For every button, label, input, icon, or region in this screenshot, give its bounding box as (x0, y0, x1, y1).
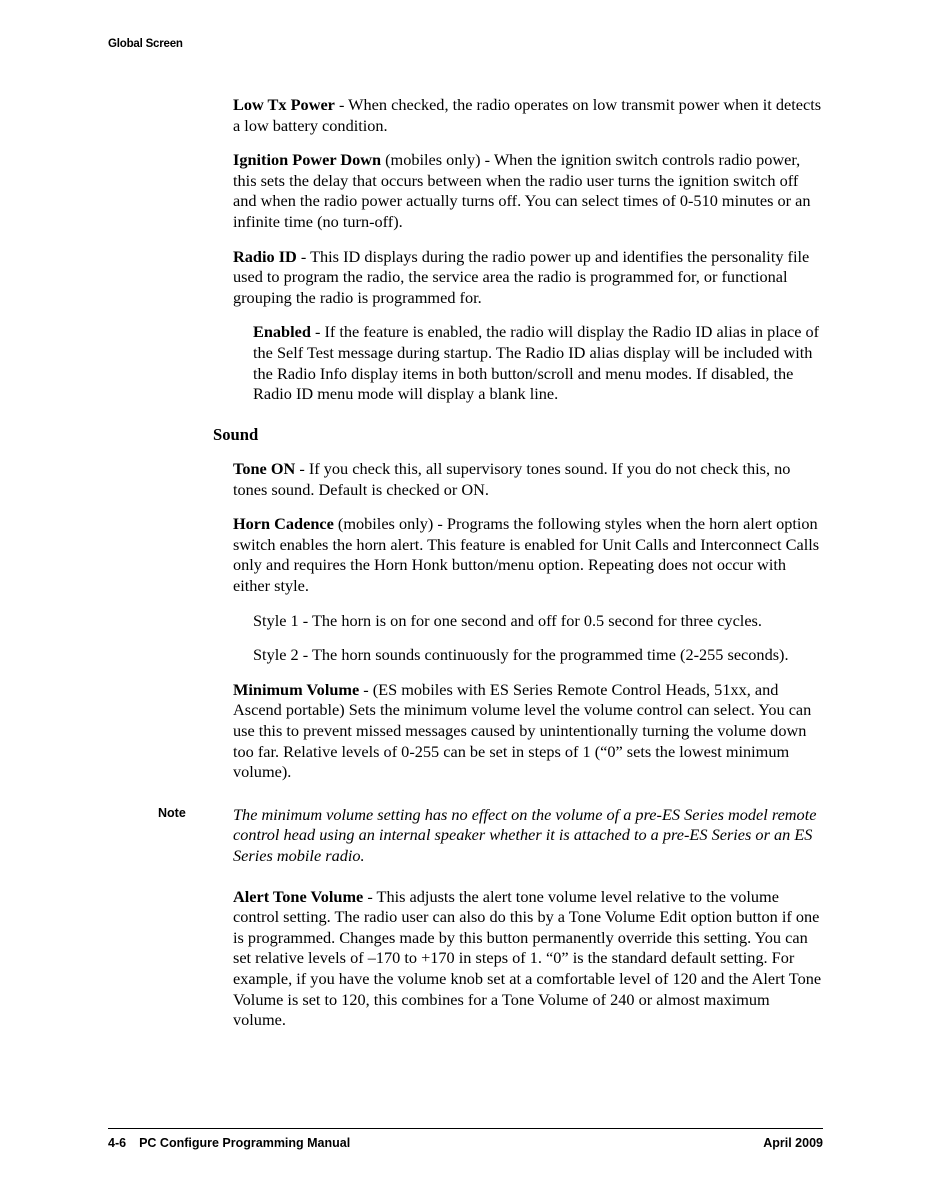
text-low-tx-power: - When checked, the radio operates on low transmit power when it detects a low battery condition. (233, 95, 822, 135)
term-minimum-volume: Minimum Volume (233, 679, 360, 699)
paragraph-tone-on (233, 459, 823, 500)
text-enabled: - If the feature is enabled, the radio will display the Radio ID alias in place of the Self Test message during startup. The Radio ID alias display will be included with the Radio Info display items in both button/scroll and menu modes. If disabled, the Radio ID menu mode will display a blank line. (253, 322, 820, 404)
term-horn-cadence: Horn Cadence (233, 514, 334, 534)
paragraph-group-after-note (108, 887, 823, 1031)
paragraph-low-tx-power (233, 95, 823, 136)
paragraph-style-2: Style 2 - The horn sounds continuously for the programmed time (2-255 seconds). (253, 645, 789, 665)
text-tone-on: - If you check this, all supervisory tones sound. If you do not check this, no tones sound. Default is checked or ON. (233, 458, 791, 499)
term-enabled: Enabled (253, 322, 311, 342)
paragraph-group-sound (108, 459, 823, 783)
text-radio-id: - This ID displays during the radio power up and identifies the personality file used to program the radio, the service area the radio is programmed for, or functional grouping the radio is programmed for. (233, 246, 810, 307)
page-footer (108, 1128, 823, 1150)
text-horn-cadence: (mobiles only) - Programs the following styles when the horn alert option switch enables the horn alert. This feature is enabled for Unit Calls and Interconnect Calls only and requires the Horn Honk button/menu option. Repeating does not occur with either style. (233, 514, 820, 595)
paragraph-group-top (108, 95, 823, 405)
note-text: The minimum volume setting has no effect on the volume of a pre-ES Series model remote control head using an internal speaker whether it is attached to a pre-ES Series or an ES Series mobile radio. (233, 804, 817, 866)
paragraph-minimum-volume (233, 680, 823, 783)
footer-page-number: 4-6 (108, 1136, 127, 1150)
term-alert-tone-volume: Alert Tone Volume (233, 886, 364, 906)
paragraph-ignition-power-down (233, 150, 823, 232)
page-body (108, 95, 823, 1045)
term-low-tx-power: Low Tx Power (233, 95, 335, 114)
paragraph-horn-cadence (233, 514, 823, 596)
heading-sound: Sound (213, 424, 259, 444)
page-header-section-title: Global Screen (108, 38, 183, 50)
text-minimum-volume: - (ES mobiles with ES Series Remote Control Heads, 51xx, and Ascend portable) Sets the minimum volume level the volume control can select. You can use this to prevent missed messages caused by unintentionally turning the volume down too far. Relative levels of 0-255 can be set in steps of 1 (“0” sets the lowest minimum volume). (233, 679, 812, 782)
note-label: Note (158, 805, 186, 820)
paragraph-style-1: Style 1 - The horn is on for one second and off for 0.5 second for three cycles. (253, 610, 762, 630)
footer-manual-title: PC Configure Programming Manual (139, 1136, 351, 1150)
footer-left-group (108, 1136, 350, 1150)
term-tone-on: Tone ON (233, 458, 296, 478)
term-ignition-power-down: Ignition Power Down (233, 150, 382, 170)
term-radio-id: Radio ID (233, 246, 297, 266)
paragraph-alert-tone-volume (233, 887, 823, 1031)
text-ignition-power-down: (mobiles only) - When the ignition switch controls radio power, this sets the delay that occurs between when the radio user turns the ignition switch off and when the radio power actually turns off. You can select times of 0-510 minutes or an infinite time (no turn-off). (233, 150, 811, 232)
text-alert-tone-volume: - This adjusts the alert tone volume level relative to the volume control setting. The radio user can also do this by a Tone Volume Edit option button if one is programmed. Changes made by this button permanently override this setting. You can set relative levels of –170 to +170 in steps of 1. “0” is the standard default setting. For example, if you have the volume knob set at a comfortable level of 120 and the Alert Tone Volume is set to 120, this combines for a Tone Volume of 240 or almost maximum volume. (233, 886, 822, 1030)
note-block (158, 805, 823, 867)
paragraph-enabled (253, 322, 823, 404)
footer-date: April 2009 (763, 1136, 823, 1150)
paragraph-radio-id (233, 247, 823, 309)
